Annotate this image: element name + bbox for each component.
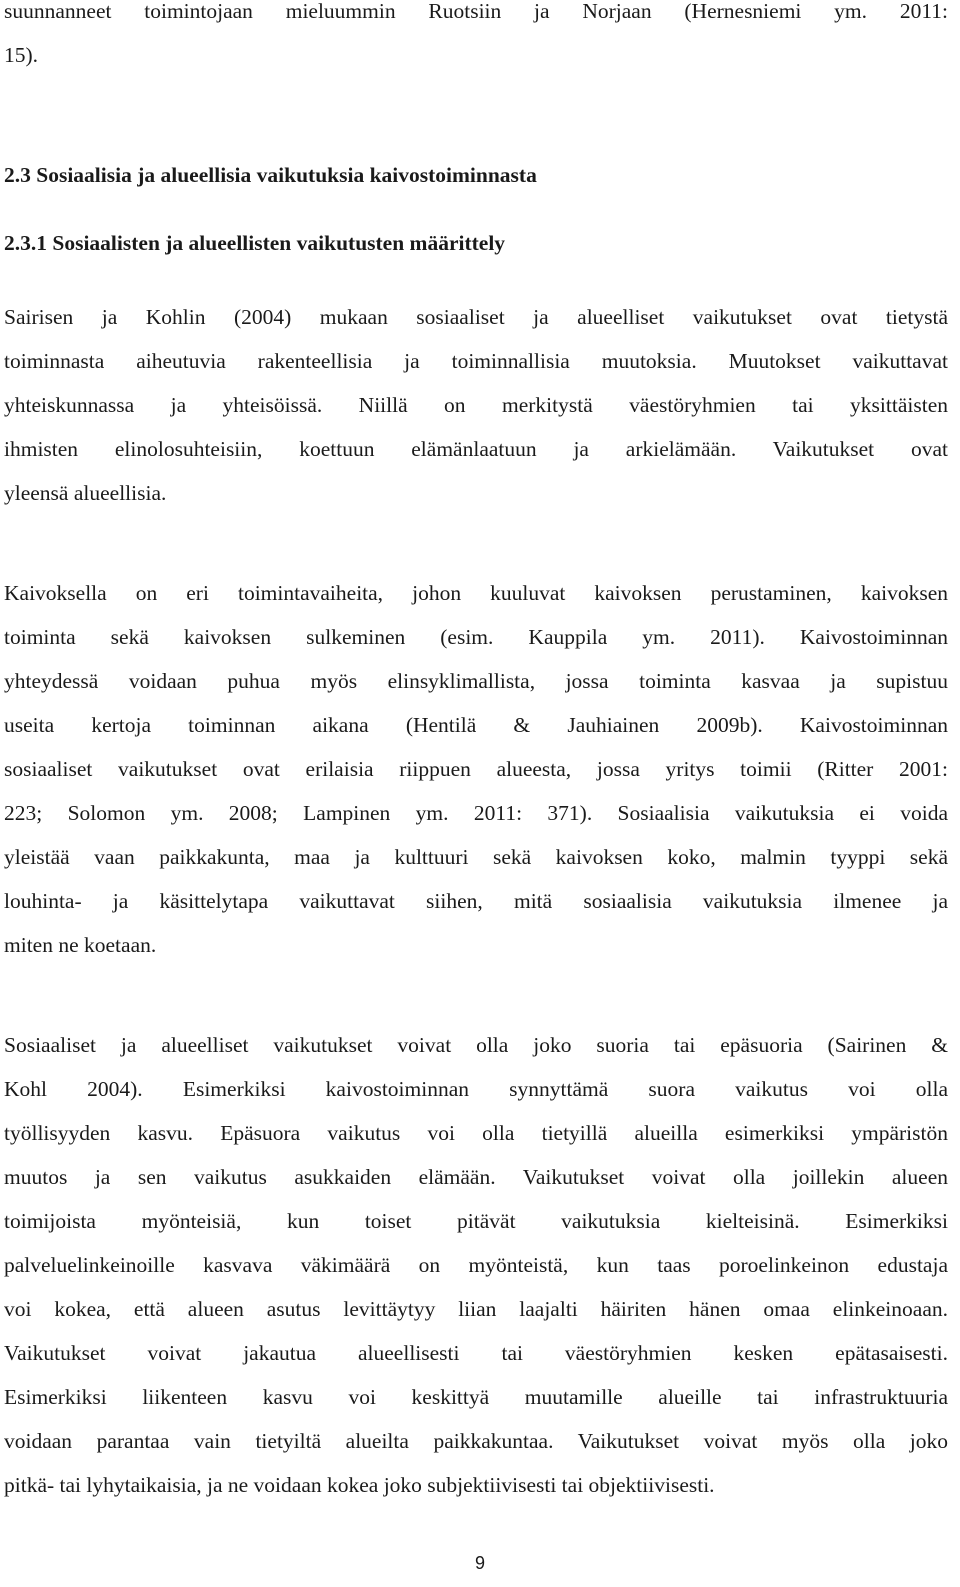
text-line: Kaivoksella on eri toimintavaiheita, johon kuuluvat kaivoksen perustaminen, kaivoksen <box>4 581 948 605</box>
text-line: miten ne koetaan. <box>4 933 157 957</box>
text-line: pitkä- tai lyhytaikaisia, ja ne voidaan kokea joko subjektiivisesti tai objektiivisesti. <box>4 1473 715 1497</box>
text-line: työllisyyden kasvu. Epäsuora vaikutus voi olla tietyillä alueilla esimerkiksi ympäristön <box>4 1121 948 1145</box>
text-line: toiminnasta aiheutuvia rakenteellisia ja toiminnallisia muutoksia. Muutokset vaikuttavat <box>4 349 948 373</box>
text-line: toiminta sekä kaivoksen sulkeminen (esim. Kauppila ym. 2011). Kaivostoiminnan <box>4 625 948 649</box>
subsection-heading: 2.3.1 Sosiaalisten ja alueellisten vaikutusten määrittely <box>4 231 506 255</box>
text-line: sosiaaliset vaikutukset ovat erilaisia riippuen alueesta, jossa yritys toimii (Ritter 2001: <box>4 757 948 781</box>
text-line: yleensä alueellisia. <box>4 481 167 505</box>
text-line: useita kertoja toiminnan aikana (Hentilä & Jauhiainen 2009b). Kaivostoiminnan <box>4 713 948 737</box>
text-line: louhinta- ja käsittelytapa vaikuttavat siihen, mitä sosiaalisia vaikutuksia ilmenee ja <box>4 889 948 913</box>
text-line: Sairisen ja Kohlin (2004) mukaan sosiaaliset ja alueelliset vaikutukset ovat tietystä <box>4 305 948 329</box>
text-line: Vaikutukset voivat jakautua alueellisesti tai väestöryhmien kesken epätasaisesti. <box>4 1341 948 1365</box>
text-line: Esimerkiksi liikenteen kasvu voi keskittyä muutamille alueille tai infrastruktuuria <box>4 1385 948 1409</box>
text-line: ihmisten elinolosuhteisiin, koettuun elämänlaatuun ja arkielämään. Vaikutukset ovat <box>4 437 948 461</box>
text-line: yhteydessä voidaan puhua myös elinsyklimallista, jossa toiminta kasvaa ja supistuu <box>4 669 948 693</box>
page-number: 9 <box>474 1553 485 1573</box>
text-line: toimijoista myönteisiä, kun toiset pitävät vaikutuksia kielteisinä. Esimerkiksi <box>4 1209 948 1233</box>
text-line: yleistää vaan paikkakunta, maa ja kulttuuri sekä kaivoksen koko, malmin tyyppi sekä <box>4 845 948 869</box>
text-line: voidaan parantaa vain tietyiltä alueilta paikkakuntaa. Vaikutukset voivat myös olla joko <box>4 1429 948 1453</box>
text-line: muutos ja sen vaikutus asukkaiden elämään. Vaikutukset voivat olla joillekin alueen <box>4 1165 948 1189</box>
text-line: palveluelinkeinoille kasvava väkimäärä on myönteistä, kun taas poroelinkeinon edustaja <box>4 1253 948 1277</box>
text-line: voi kokea, että alueen asutus levittäytyy liian laajalti häiriten hänen omaa elinkeinoaan. <box>4 1297 948 1321</box>
section-heading: 2.3 Sosiaalisia ja alueellisia vaikutuksia kaivostoiminnasta <box>4 163 537 187</box>
text-line: 223; Solomon ym. 2008; Lampinen ym. 2011: 371). Sosiaalisia vaikutuksia ei voida <box>4 801 948 825</box>
text-line: yhteiskunnassa ja yhteisöissä. Niillä on merkitystä väestöryhmien tai yksittäisten <box>4 393 948 417</box>
intro-line: suunnanneet toimintojaan mieluummin Ruotsiin ja Norjaan (Hernesniemi ym. 2011: <box>4 0 948 23</box>
intro-line: 15). <box>4 43 39 67</box>
text-line: Kohl 2004). Esimerkiksi kaivostoiminnan synnyttämä suora vaikutus voi olla <box>4 1077 948 1101</box>
text-line: Sosiaaliset ja alueelliset vaikutukset voivat olla joko suoria tai epäsuoria (Sairinen & <box>4 1033 948 1057</box>
